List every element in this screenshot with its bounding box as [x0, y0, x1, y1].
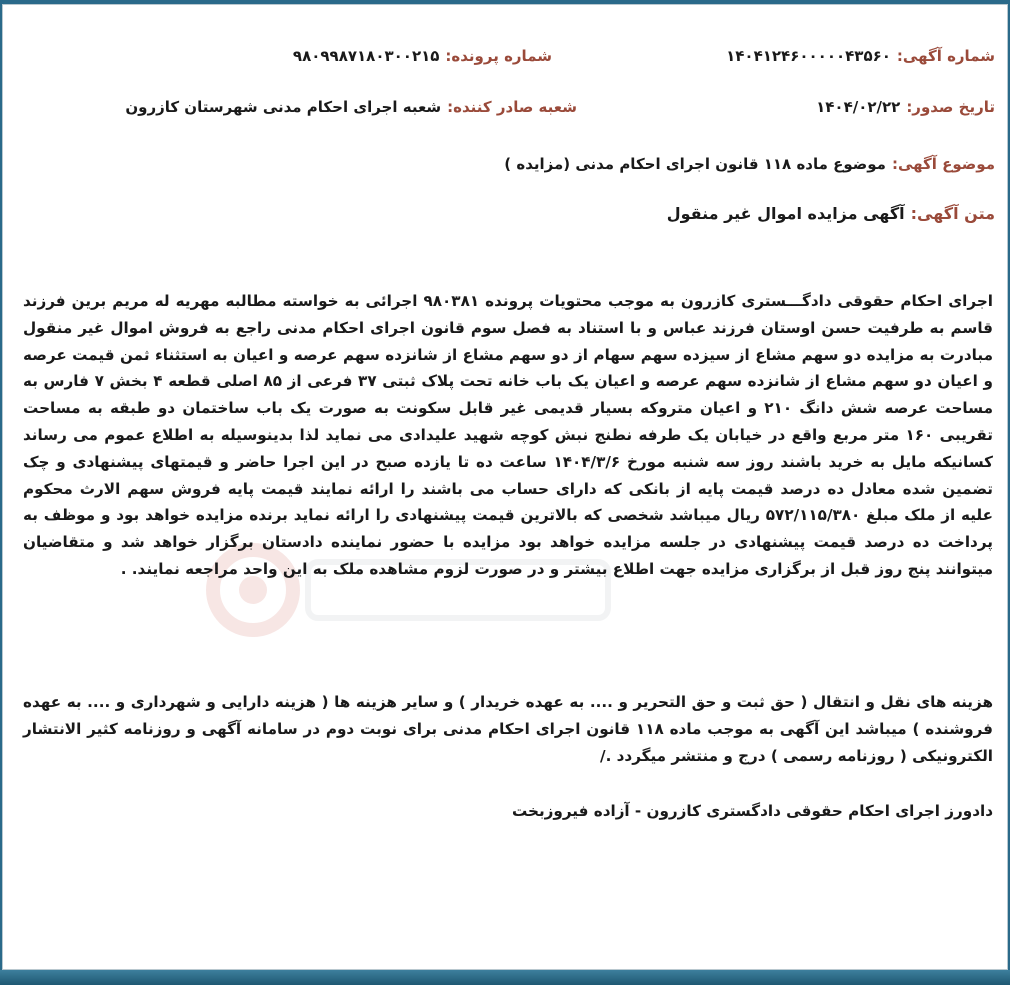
notice-signature: دادورز اجرای احکام حقوقی دادگستری کازرون - آزاده فیروزبخت	[511, 802, 993, 820]
notice-number-label: شماره آگهی:	[896, 47, 995, 65]
notice-subject-label: موضوع آگهی:	[891, 155, 995, 173]
notice-text-value: آگهی مزایده اموال غیر منقول	[666, 204, 905, 223]
notice-panel	[2, 4, 1008, 970]
notice-number	[726, 47, 995, 65]
issue-date-label: تاریخ صدور:	[906, 98, 995, 116]
issuing-branch-value: شعبه اجرای احکام مدنی شهرستان کازرون	[125, 98, 442, 116]
notice-body-paragraph-2: هزینه های نقل و انتقال ( حق ثبت و حق التحریر و .... به عهده خریدار ) و سایر هزینه ها ( هزینه دارایی و شهرداری و .... به عهده فروشنده ) میباشد این آگهی به موجب ماده ۱۱۸ قانون اجرای احکام مدنی برای نوبت دوم در سامانه آگهی و روزنامه کثیر الانتشار الکترونیکی ( روزنامه رسمی ) درج و منتشر میگردد ./	[23, 693, 993, 765]
notice-subject	[504, 155, 995, 173]
file-number	[293, 47, 552, 65]
file-number-label: شماره پرونده:	[445, 47, 552, 65]
notice-number-value: ۱۴۰۴۱۲۴۶۰۰۰۰۰۴۳۵۶۰	[726, 47, 891, 65]
file-number-value: ۹۸۰۹۹۸۷۱۸۰۳۰۰۲۱۵	[292, 47, 440, 65]
notice-text-heading	[667, 204, 995, 223]
notice-text-label: متن آگهی:	[910, 204, 995, 223]
window-bottom-bar	[0, 970, 1010, 985]
issue-date	[816, 98, 995, 116]
notice-subject-value: موضوع ماده ۱۱۸ قانون اجرای احکام مدنی (مزایده )	[504, 155, 886, 173]
issuing-branch	[125, 98, 577, 116]
issuing-branch-label: شعبه صادر کننده:	[447, 98, 577, 116]
issue-date-value: ۱۴۰۴/۰۲/۲۲	[816, 98, 901, 116]
notice-body-paragraph-1: اجرای احکام حقوقی دادگـــستری کازرون به موجب محتویات پرونده ۹۸۰۳۸۱ اجرائی به خواسته مطالبه مهریه له مریم برین فرزند قاسم به طرفیت حسن اوستان فرزند عباس و با استناد به فصل سوم قانون اجرای احکام مدنی راجع به فروش اموال غیر منقول مبادرت به مزایده دو سهم مشاع از سیزده سهم سهام از دو سهم مشاع از شانزده سهم عرصه و اعیان به استثناء ثمن قیمت عرصه و اعیان دو سهم مشاع از شانزده سهم عرصه و اعیان یک باب خانه تحت پلاک ثبتی ۳۷ فرعی از ۸۵ اصلی قطعه ۴ بخش ۷ فارس به مساحت عرصه شش دانگ ۲۱۰ و اعیان متروکه بسیار قدیمی غیر قابل سکونت به صورت یک باب ساختمان دو طبقه به مساحت تقریبی ۱۶۰ متر مربع واقع در خیابان یک طرفه نطنج نبش کوچه شهید علیدادی می نماید لذا بدینوسیله به اطلاع عموم می رساند کسانیکه مایل به خرید باشند روز سه شنبه مورخ ۱۴۰۴/۳/۶ ساعت ده تا یازده صبح در این اجرا حاضر و قیمتهای پیشنهادی و چک تضمین شده معادل ده درصد قیمت پایه از بانکی که دارای حساب می باشند را ارائه نمایند قیمت پایه فروش سهم الارث محکوم علیه از ملک مبلغ ۵۷۲/۱۱۵/۳۸۰ ریال میباشد شخصی که بالاترین قیمت پیشنهادی را ارائه نماید برنده مزایده خواهد بود و موظف به پرداخت ده درصد قیمت پیشنهادی در جلسه مزایده خواهد بود مزایده با حضور نماینده دادستان برگزار خواهد شد و متقاضیان میتوانند پنج روز قبل از برگزاری مزایده جهت اطلاع بیشتر و در صورت لزوم مشاهده ملک به این واحد مراجعه نمایند. .	[23, 292, 994, 578]
